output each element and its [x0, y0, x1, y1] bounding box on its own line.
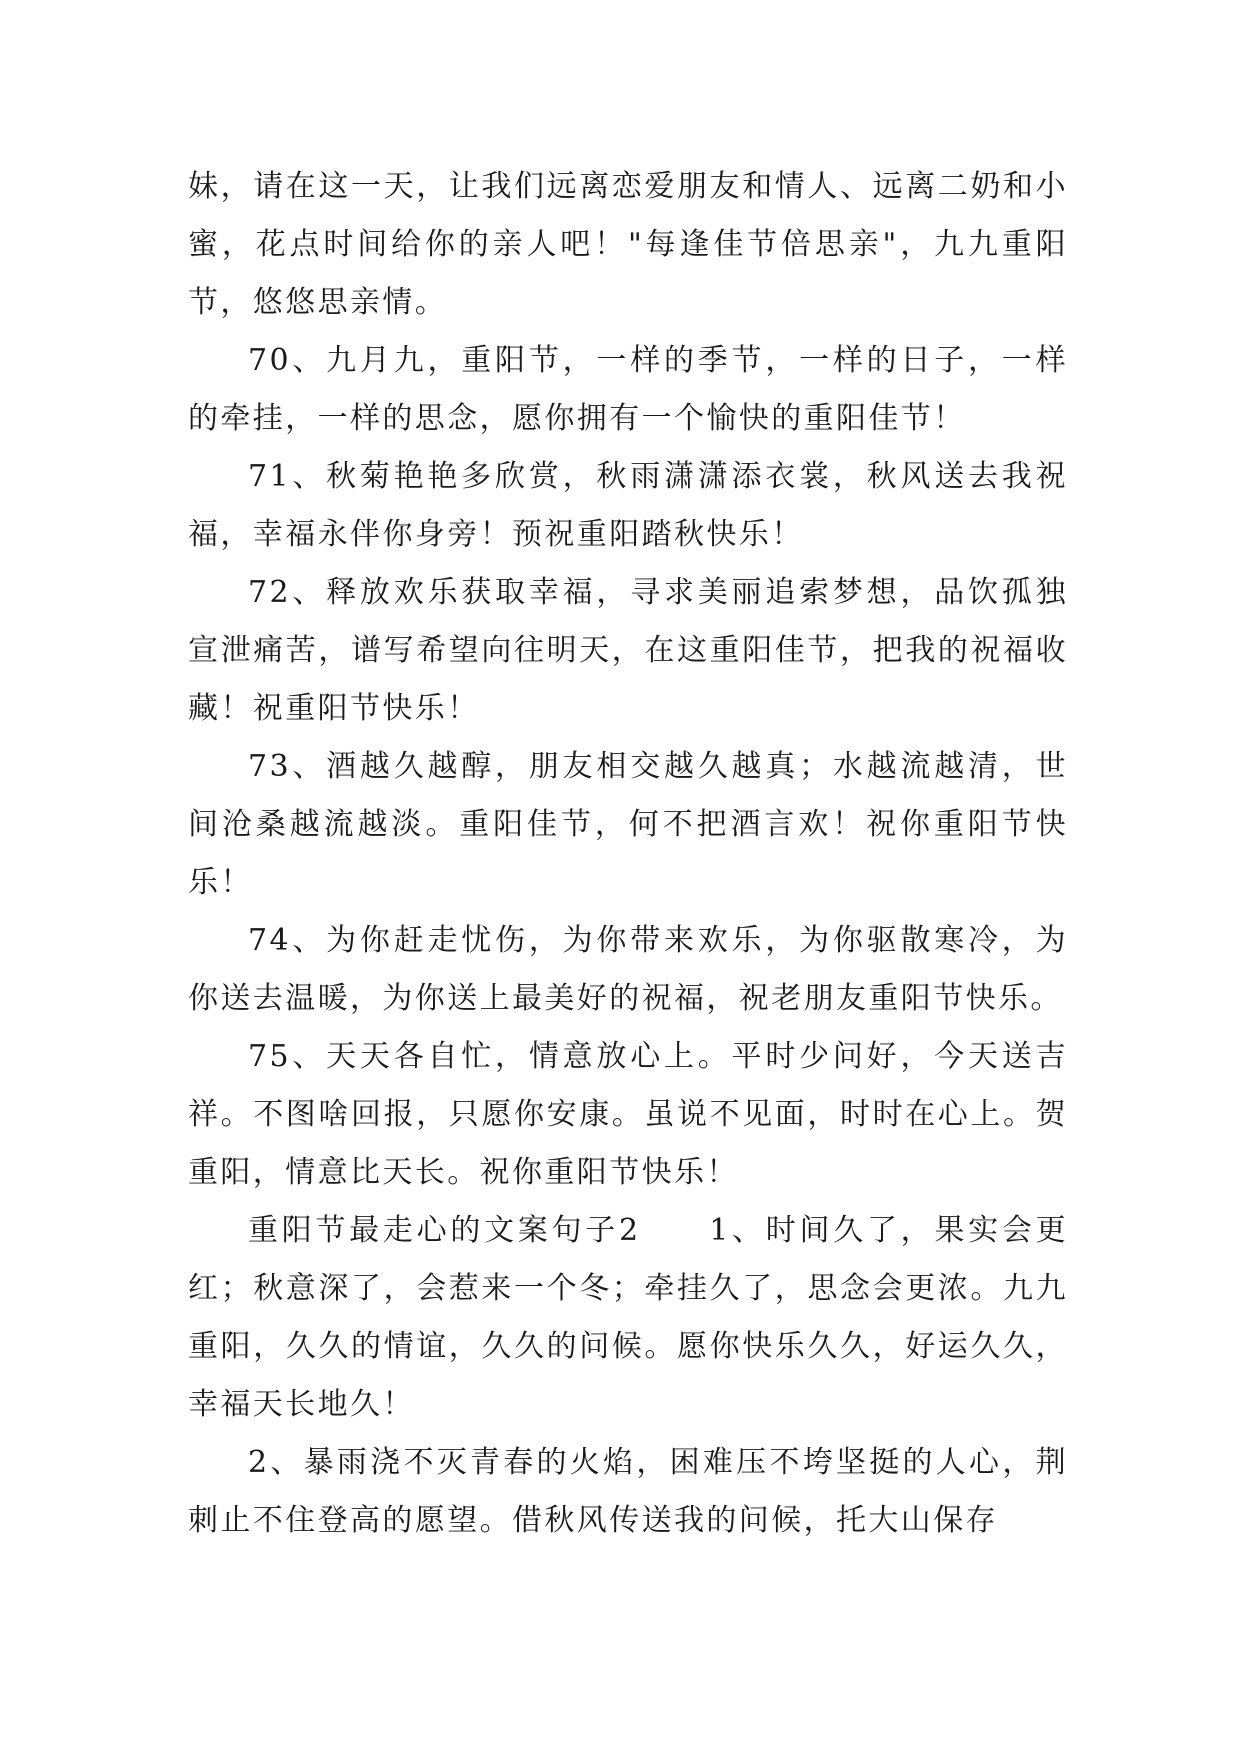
paragraph-continuation: 妹，请在这一天，让我们远离恋爱朋友和情人、远离二奶和小蜜，花点时间给你的亲人吧！"每逢佳节倍思亲"，九九重阳节，悠悠思亲情。	[188, 169, 1068, 320]
paragraph-74: 74、为你赶走忧伤，为你带来欢乐，为你驱散寒冷，为你送去温暖，为你送上最美好的祝福，祝老朋友重阳节快乐。	[188, 923, 1068, 1016]
paragraph-72: 72、释放欢乐获取幸福，寻求美丽追索梦想，品饮孤独宣泄痛苦，谱写希望向往明天，在这重阳佳节，把我的祝福收藏！祝重阳节快乐！	[188, 575, 1068, 726]
section-2-paragraph-1: 重阳节最走心的文案句子2 1、时间久了，果实会更红；秋意深了，会惹来一个冬；牵挂久了，思念会更浓。九九重阳，久久的情谊，久久的问候。愿你快乐久久，好运久久，幸福天长地久！	[188, 1213, 1068, 1422]
paragraph-71: 71、秋菊艳艳多欣赏，秋雨潇潇添衣裳，秋风送去我祝福，幸福永伴你身旁！预祝重阳踏秋快乐！	[188, 459, 1068, 552]
paragraph-75: 75、天天各自忙，情意放心上。平时少问好，今天送吉祥。不图啥回报，只愿你安康。虽说不见面，时时在心上。贺重阳，情意比天长。祝你重阳节快乐！	[188, 1039, 1068, 1190]
section-2-paragraph-2: 2、暴雨浇不灭青春的火焰，困难压不垮坚挺的人心，荆刺止不住登高的愿望。借秋风传送我的问候，托大山保存	[188, 1445, 1068, 1538]
document-body	[188, 158, 1068, 1550]
paragraph-70: 70、九月九，重阳节，一样的季节，一样的日子，一样的牵挂，一样的思念，愿你拥有一个愉快的重阳佳节！	[188, 343, 1068, 436]
paragraph-73: 73、酒越久越醇，朋友相交越久越真；水越流越清，世间沧桑越流越淡。重阳佳节，何不把酒言欢！祝你重阳节快乐！	[188, 749, 1068, 900]
